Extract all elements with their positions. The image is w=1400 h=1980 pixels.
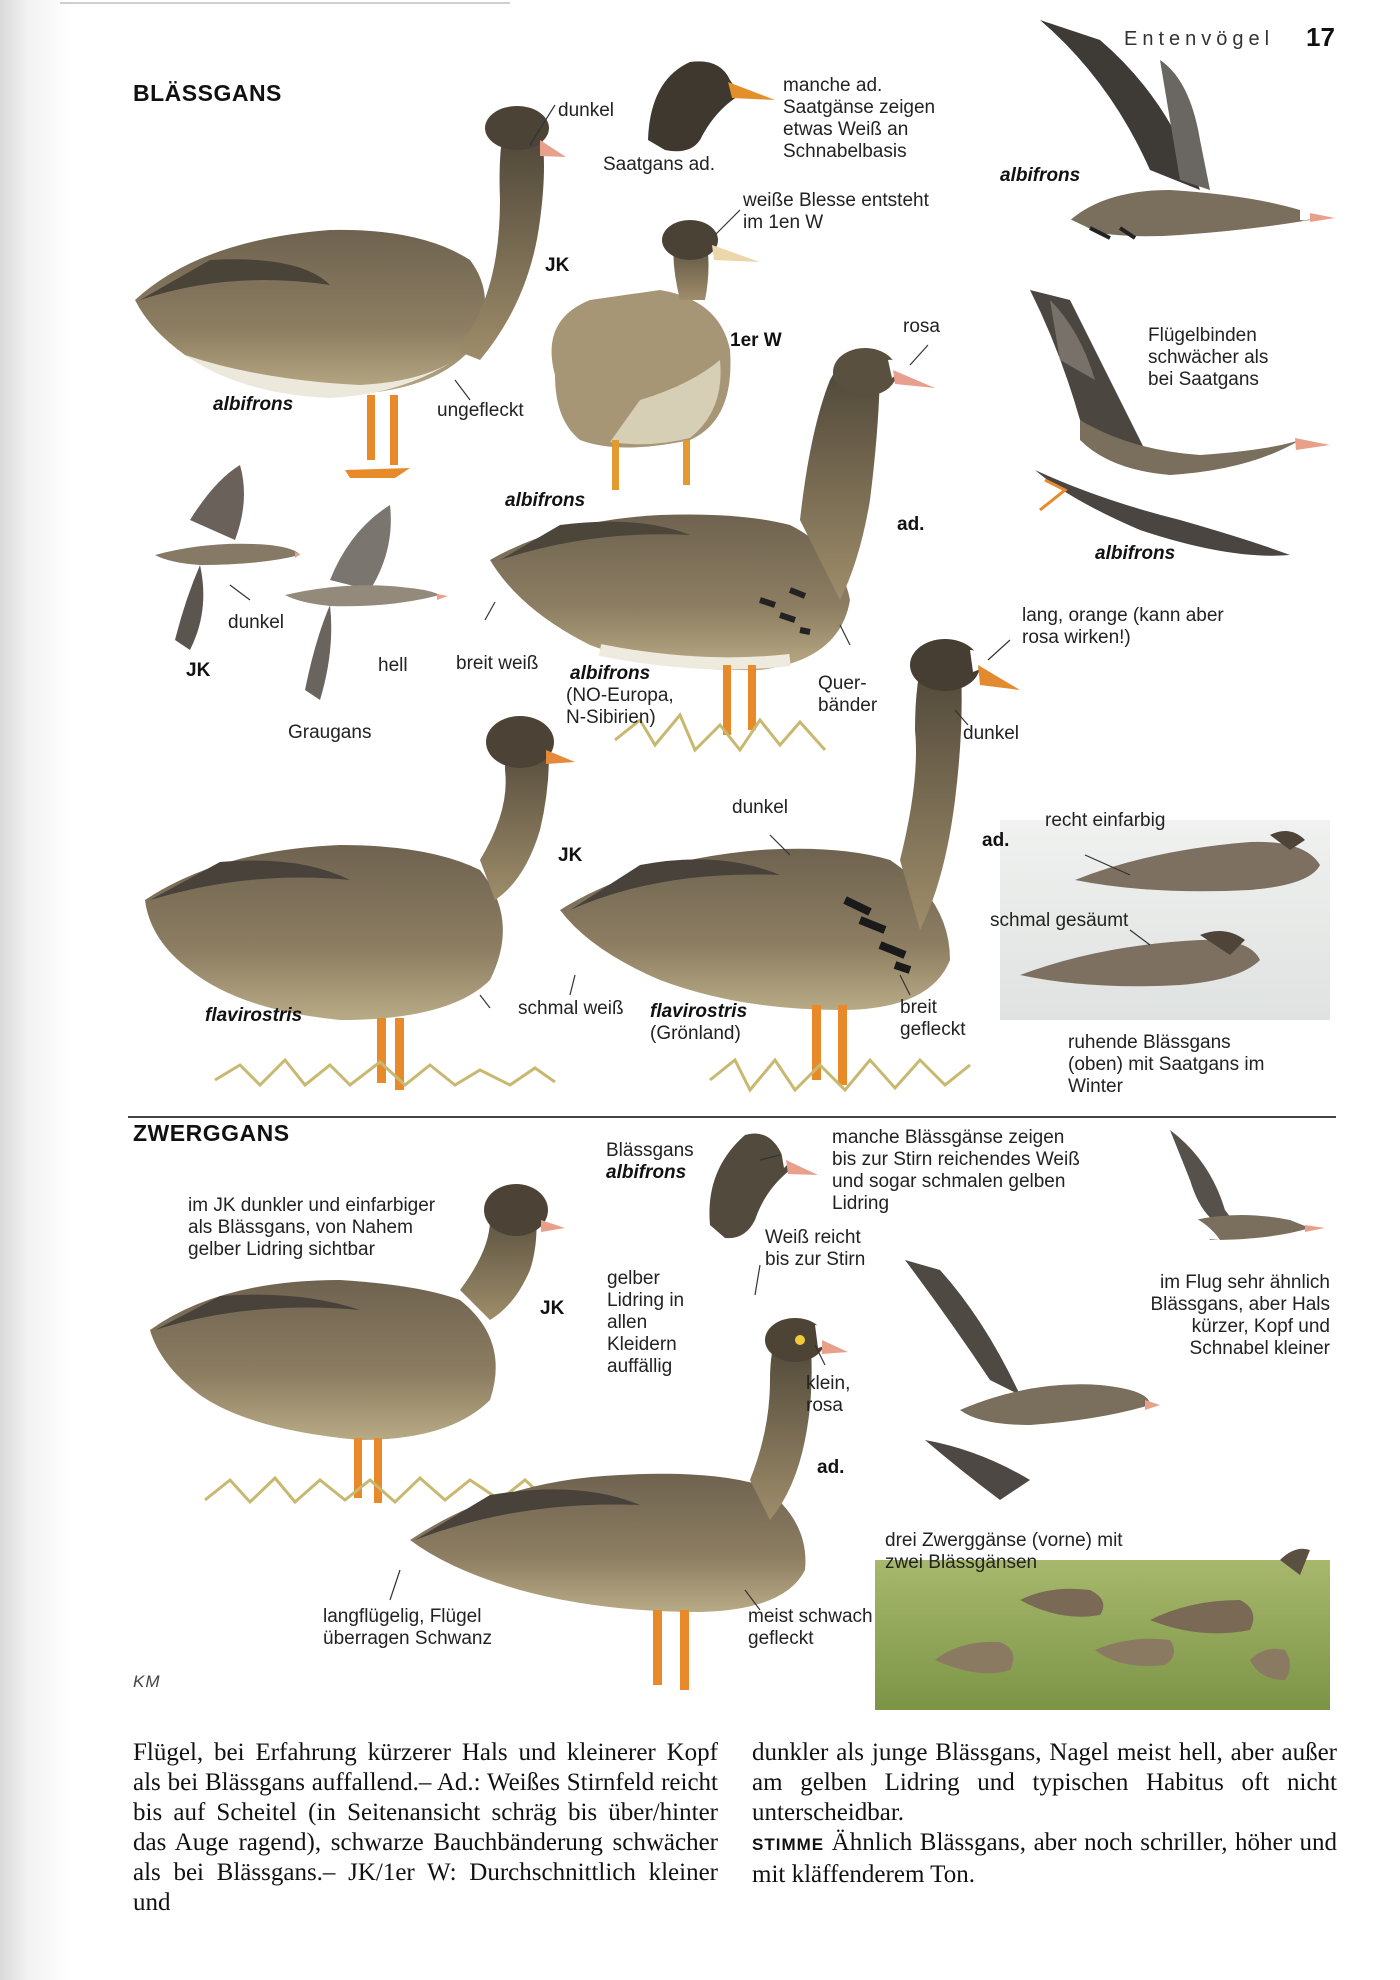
label-flavirostris-1: flavirostris — [205, 1005, 303, 1026]
label-rosa: rosa — [903, 316, 940, 337]
label-ad-3: ad. — [817, 1457, 845, 1478]
illustrator-initials: KM — [133, 1672, 161, 1691]
section-divider — [128, 1116, 1336, 1118]
label-saatgans-ad: Saatgans ad. — [603, 154, 715, 175]
label-jk-2: JK — [186, 660, 211, 681]
label-blesse: weiße Blesse entsteht im 1en W — [743, 190, 929, 233]
label-dunkel-1: dunkel — [558, 100, 614, 121]
label-manche-blaess: manche Blässgänse zeigen bis zur Stirn reichendes Weiß und sogar schmalen gelben Lidring — [832, 1127, 1080, 1214]
label-breit-weiss: breit weiß — [456, 653, 539, 674]
label-breit-gefleckt: breit gefleckt — [900, 997, 966, 1040]
stimme-text: Ähnlich Blässgans, aber noch schriller, höher und mit kläffenderem Ton. — [752, 1829, 1337, 1888]
label-ungefleckt: ungefleckt — [437, 400, 524, 421]
label-schmal-weiss: schmal weiß — [518, 998, 624, 1019]
label-blaessgans-small: Blässgans — [606, 1140, 694, 1161]
section-title-blaessgans: BLÄSSGANS — [133, 80, 282, 106]
goose-flavirostris-jk-standing — [145, 716, 575, 1090]
label-recht-einfarbig: recht einfarbig — [1045, 810, 1166, 831]
body-text-left: Flügel, bei Erfahrung kürzerer Hals und kleinerer Kopf als bei Blässgans auffallend.– Ad.: Weißes Stirnfeld reicht bis auf Scheitel (in Seitenansicht schräg bis über/hinter das Auge ragend), schwarze Bauchbänderung schwächer als bei Blässgans.– JK/1er W: Durchschnittlich kleiner und — [133, 1739, 718, 1916]
body-text-right-main: dunkler als junge Blässgans, Nagel meist hell, aber außer am gelben Lidring und typischen Habitus oft nicht unterscheidbar. — [752, 1739, 1337, 1826]
label-klein-rosa: klein, rosa — [806, 1373, 851, 1416]
label-dunkel-3: dunkel — [963, 723, 1019, 744]
label-im-flug: im Flug sehr ähnlich Blässgans, aber Hals kürzer, Kopf und Schnabel kleiner — [1150, 1272, 1330, 1359]
label-drei-zwerg: drei Zwerggänse (vorne) mit zwei Blässgänsen — [885, 1530, 1123, 1573]
label-ad-1: ad. — [897, 514, 925, 535]
goose-albifrons-first-winter — [552, 220, 760, 490]
zwerggans-head-albifrons — [709, 1134, 818, 1239]
label-dunkel-2: dunkel — [228, 612, 284, 633]
label-schmal-gesaeumt: schmal gesäumt — [990, 910, 1129, 931]
running-header: Entenvögel — [1124, 28, 1275, 50]
label-flavirostris-2: flavirostris — [650, 1001, 748, 1022]
label-albifrons-1: albifrons — [213, 394, 294, 415]
label-ad-2: ad. — [982, 830, 1010, 851]
saatgans-head — [648, 61, 775, 151]
goose-small-flying-graugans — [285, 505, 448, 700]
label-albifrons-flying-1: albifrons — [1000, 165, 1081, 186]
label-dunkel-4: dunkel — [732, 797, 788, 818]
label-fluegelbinden: Flügelbinden schwächer als bei Saatgans — [1148, 325, 1269, 390]
label-lang-orange: lang, orange (kann aber rosa wirken!) — [1022, 605, 1224, 648]
label-weiss-stirn: Weiß reicht bis zur Stirn — [765, 1227, 866, 1270]
page-number: 17 — [1306, 22, 1335, 52]
label-graugans: Graugans — [288, 722, 372, 743]
label-albifrons-range: (NO-Europa, N-Sibirien) — [566, 685, 674, 728]
label-albifrons-2: albifrons — [505, 490, 586, 511]
label-jk-3: JK — [558, 845, 583, 866]
label-hell: hell — [378, 655, 408, 676]
label-querbaender: Quer- bänder — [818, 673, 878, 716]
label-gelber-lidring: gelber Lidring in allen Kleidern auffällig — [607, 1268, 685, 1377]
goose-albifrons-jk-standing — [135, 106, 566, 478]
section-title-zwerggans: ZWERGGANS — [133, 1120, 290, 1146]
label-saatgans-note: manche ad. Saatgänse zeigen etwas Weiß an Schnabelbasis — [783, 75, 936, 162]
label-ruhende: ruhende Blässgans (oben) mit Saatgans im Winter — [1068, 1032, 1265, 1097]
label-jk-1: JK — [545, 255, 570, 276]
label-1er-w: 1er W — [730, 330, 782, 351]
body-text-right — [752, 1738, 1337, 1890]
goose-albifrons-flying-1 — [1040, 20, 1335, 240]
label-jk-dunkler: im JK dunkler und einfarbiger als Blässgans, von Nahem gelber Lidring sichtbar — [188, 1195, 436, 1260]
label-jk-4: JK — [540, 1298, 565, 1319]
label-albifrons-flying-2: albifrons — [1095, 543, 1176, 564]
label-langfluegelig: langflügelig, Flügel überragen Schwanz — [323, 1606, 492, 1649]
stimme-label: STIMME — [752, 1835, 825, 1854]
label-albifrons-4: albifrons — [606, 1162, 687, 1183]
label-albifrons-3: albifrons — [570, 663, 651, 684]
label-meist-schwach: meist schwach gefleckt — [748, 1606, 873, 1649]
label-groenland: (Grönland) — [650, 1023, 741, 1044]
